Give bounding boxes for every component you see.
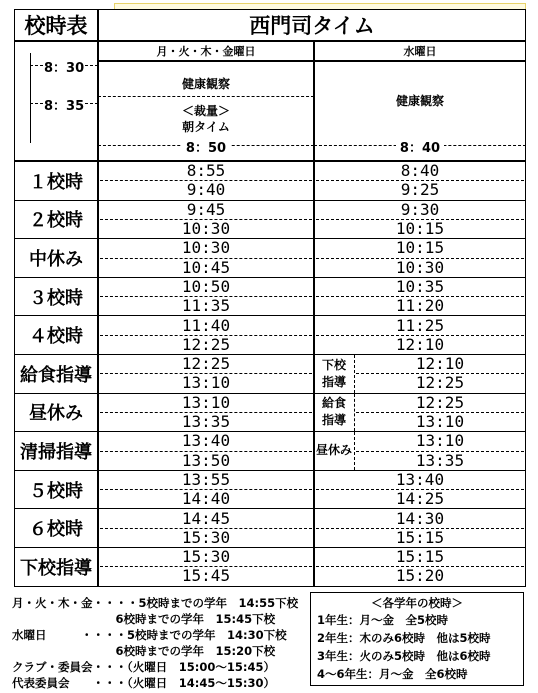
wed-start-time: 13:10	[415, 431, 465, 451]
period-label: 昼休み	[14, 393, 98, 433]
wed-start-time: 8:40	[400, 161, 440, 181]
wed-start-time: 9:30	[400, 199, 440, 219]
nishimoji-time-title-text: 西門司タイム	[249, 14, 375, 38]
grade-line: 2年生：木のみ6校時 他は5校時	[317, 631, 491, 645]
wed-start-time: 13:40	[395, 469, 445, 489]
mtwf-start-time: 13:40	[181, 431, 231, 451]
period-label: ３校時	[14, 277, 98, 317]
period-label: ４校時	[14, 315, 98, 355]
mtwf-end-time: 11:35	[181, 296, 231, 316]
wed-start-time: 12:10	[415, 354, 465, 374]
wed-period-label: 昼休み	[314, 432, 355, 470]
period-label: ２校時	[14, 200, 98, 240]
note-line: 代表委員会 ・・・（火曜日 14:45～15:30）	[12, 676, 275, 690]
mtwf-start-time: 14:45	[181, 508, 231, 528]
grade-line: 4～6年生：月～金 全6校時	[317, 667, 468, 681]
morning-time-2: 8：35	[44, 95, 84, 114]
mtwf-end-time: 14:40	[181, 489, 231, 509]
mtwf-end-time: 10:30	[181, 219, 231, 239]
wed-period-label: 給食 指導	[314, 394, 355, 432]
mtwf-end-time: 9:40	[186, 180, 226, 200]
period-label: 下校指導	[14, 547, 98, 587]
column-header-wed	[314, 41, 526, 61]
wed-end-time: 13:10	[415, 412, 465, 432]
mtwf-morning-time: 朝タイム	[182, 120, 230, 134]
wed-end-time: 10:15	[395, 219, 445, 239]
mtwf-start-time: 10:30	[181, 238, 231, 258]
grade-box-title: ＜各学年の校時＞	[371, 596, 463, 610]
wed-start-time: 11:25	[395, 315, 445, 335]
mtwf-morning-end: 8：50	[182, 141, 230, 156]
mtwf-start-time: 12:25	[181, 354, 231, 374]
wed-start-time: 14:30	[395, 508, 445, 528]
wed-health-check: 健康観察	[395, 94, 444, 108]
period-label: ５校時	[14, 470, 98, 510]
mtwf-end-time: 13:35	[181, 412, 231, 432]
note-line: 6校時までの学年 15:45下校	[12, 612, 276, 626]
wed-start-time: 10:15	[395, 238, 445, 258]
wed-period-label: 下校 指導	[314, 355, 355, 393]
mtwf-end-time: 15:45	[181, 566, 231, 586]
grade-schedule-box	[310, 592, 524, 686]
wed-end-time: 14:25	[395, 489, 445, 509]
mtwf-end-time: 15:30	[181, 527, 231, 547]
schedule-title-text: 校時表	[24, 14, 88, 38]
wed-end-time: 15:15	[395, 527, 445, 547]
grade-line: 3年生：火のみ5校時 他は6校時	[317, 649, 491, 663]
column-header-mtwf	[98, 41, 314, 61]
wed-start-time: 15:15	[395, 547, 445, 567]
note-line: 6校時までの学年 15:20下校	[12, 644, 276, 658]
wed-start-time: 12:25	[415, 392, 465, 412]
mtwf-start-time: 15:30	[181, 547, 231, 567]
mtwf-start-time: 10:50	[181, 276, 231, 296]
mtwf-start-time: 11:40	[181, 315, 231, 335]
wed-start-time: 10:35	[395, 276, 445, 296]
period-label: １校時	[14, 161, 98, 201]
column-header-wed-text: 水曜日	[403, 45, 437, 58]
mtwf-end-time: 13:10	[181, 373, 231, 393]
mtwf-start-time: 9:45	[186, 199, 226, 219]
mtwf-health-check: 健康観察	[181, 77, 230, 91]
note-line: クラブ・委員会・・・（火曜日 15:00～15:45）	[12, 660, 275, 674]
wed-morning-end: 8：40	[396, 141, 444, 156]
period-label: ６校時	[14, 508, 98, 548]
mtwf-end-time: 13:50	[181, 450, 231, 470]
period-label: 中休み	[14, 238, 98, 278]
mtwf-start-time: 8:55	[186, 161, 226, 181]
wed-end-time: 15:20	[395, 566, 445, 586]
mtwf-end-time: 10:45	[181, 257, 231, 277]
wed-end-time: 10:30	[395, 257, 445, 277]
mtwf-end-time: 12:25	[181, 334, 231, 354]
wed-end-time: 13:35	[415, 450, 465, 470]
wed-end-time: 12:10	[395, 334, 445, 354]
morning-time-1: 8：30	[44, 57, 84, 76]
morning-timeline	[30, 53, 31, 143]
mtwf-discretion-label: ＜裁量＞	[181, 104, 230, 118]
wed-end-time: 12:25	[415, 373, 465, 393]
mtwf-start-time: 13:55	[181, 469, 231, 489]
schedule-title	[14, 9, 98, 41]
wed-end-time: 11:20	[395, 296, 445, 316]
period-label: 清掃指導	[14, 431, 98, 471]
mtwf-morning-end-wrap	[98, 137, 314, 156]
note-line: 水曜日 ・・・・5校時までの学年 14:30下校	[12, 628, 287, 642]
column-header-mtwf-text: 月・火・木・金曜日	[156, 45, 256, 58]
mtwf-start-time: 13:10	[181, 392, 231, 412]
wed-morning-end-wrap	[314, 137, 526, 156]
morning-mtwf-divider	[98, 96, 314, 97]
grade-line: 1年生：月～金 全5校時	[317, 613, 449, 627]
dismissal-notes	[12, 595, 312, 691]
period-label: 給食指導	[14, 354, 98, 394]
note-line: 月・火・木・金・・・・5校時までの学年 14:55下校	[12, 596, 299, 610]
wed-end-time: 9:25	[400, 180, 440, 200]
nishimoji-time-title	[98, 9, 526, 41]
